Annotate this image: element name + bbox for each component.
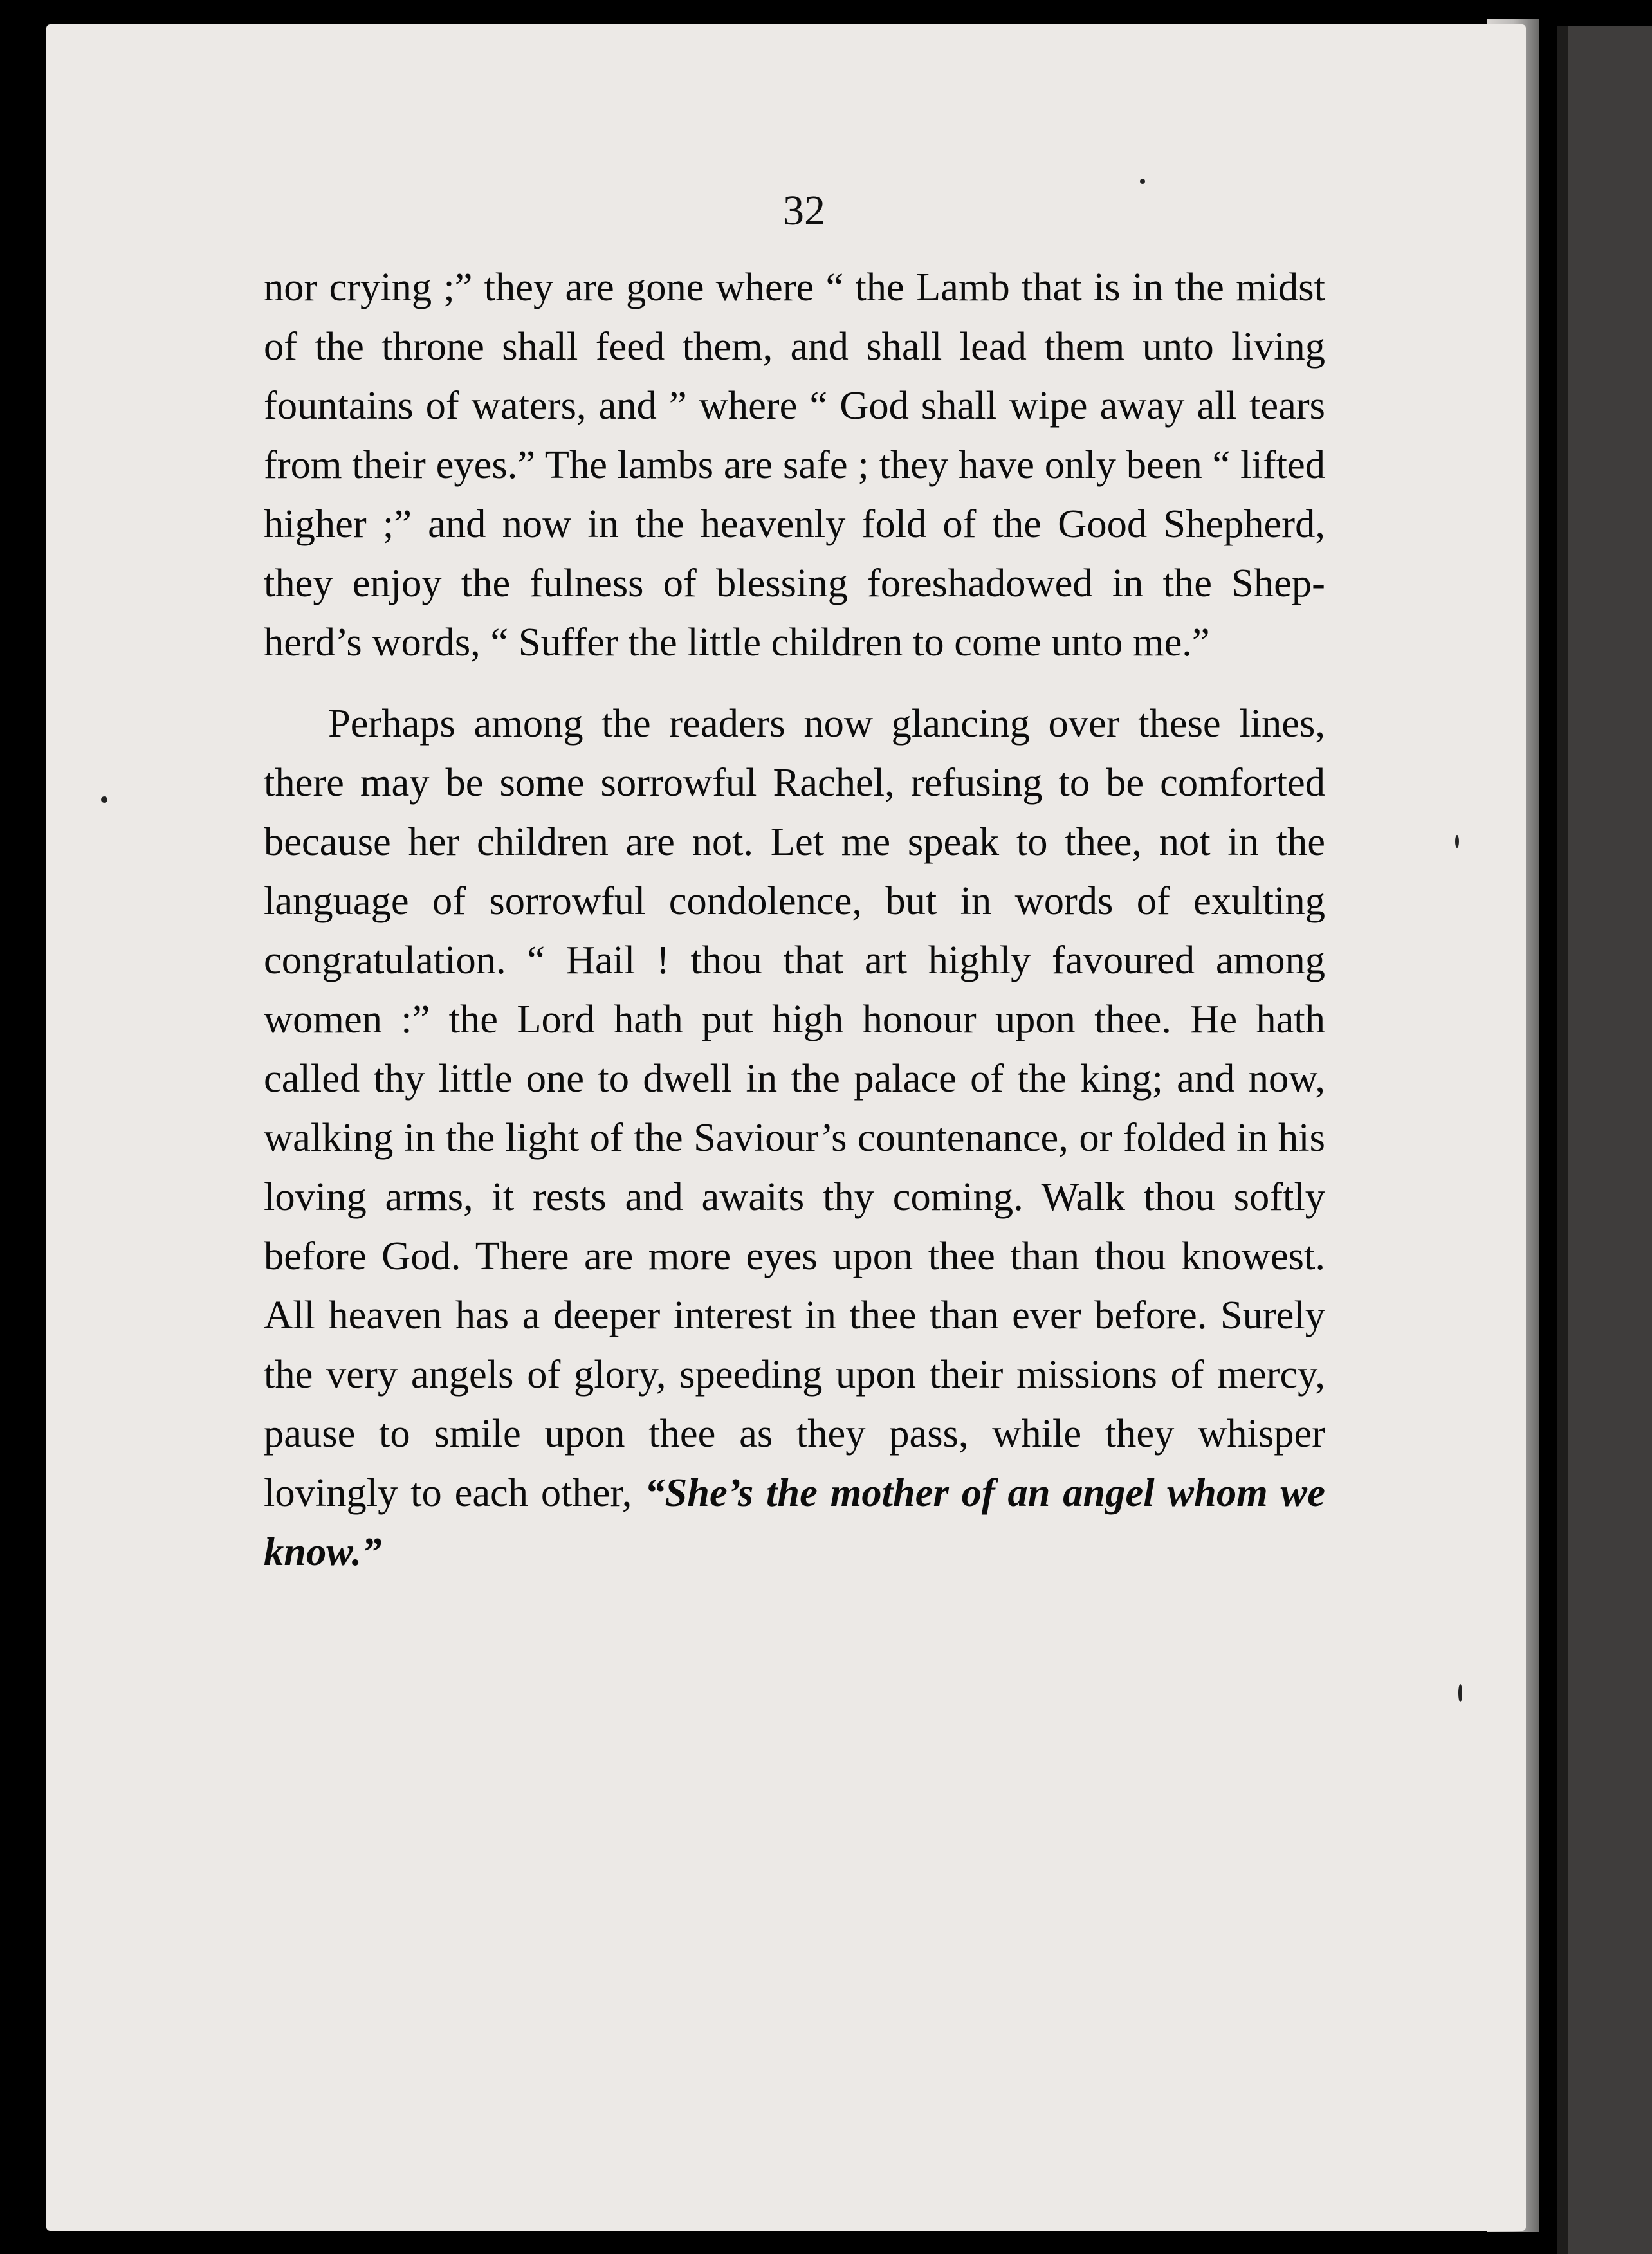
adjacent-page-edge bbox=[1557, 26, 1652, 2254]
paragraph-2 bbox=[264, 693, 1325, 1581]
closing-quote: “She’s the mother of an angel whom we know.” bbox=[264, 1470, 1325, 1574]
paragraph-1: nor crying ;” they are gone where “ the Lamb that is in the midst of the throne shall feed them, and shall lead them unto living fountains of waters, and ” where “ God shall wipe away all tears from their eyes.” The lambs are safe ; they have only been “ lifted higher ;” and now in the heavenly fold of the Good Shepherd, they enjoy the fulness of blessing foreshadowed in the Shepherd’s words, “ Suffer the little children to come unto me.” bbox=[264, 264, 1325, 664]
body-text bbox=[264, 257, 1325, 1581]
paper-speck bbox=[101, 796, 107, 803]
paper-speck bbox=[1140, 179, 1145, 184]
paper-speck bbox=[1455, 835, 1459, 848]
paper-speck bbox=[1458, 1684, 1462, 1702]
paragraph-2-text: Perhaps among the readers now glancing over these lines, there may be some sorrowful Rachel, refusing to be comforted because her children are not. Let me speak to thee, not in the language of sorrowful condolence, but in words of exulting congratulation. “ Hail ! thou that art highly favoured among women :” the Lord hath put high honour upon thee. He hath called thy little one to dwell in the palace of the king; and now, walking in the light of the Saviour’s countenance, or folded in his loving arms, it rests and awaits thy coming. Walk thou softly before God. There are more eyes upon thee than thou knowest. All heaven has a deeper interest in thee than ever before. Surely the very angels of glory, speeding upon their missions of mercy, pause to smile upon thee as they pass, while they whisper lovingly to each other, bbox=[264, 701, 1325, 1515]
page-number: 32 bbox=[783, 187, 825, 234]
